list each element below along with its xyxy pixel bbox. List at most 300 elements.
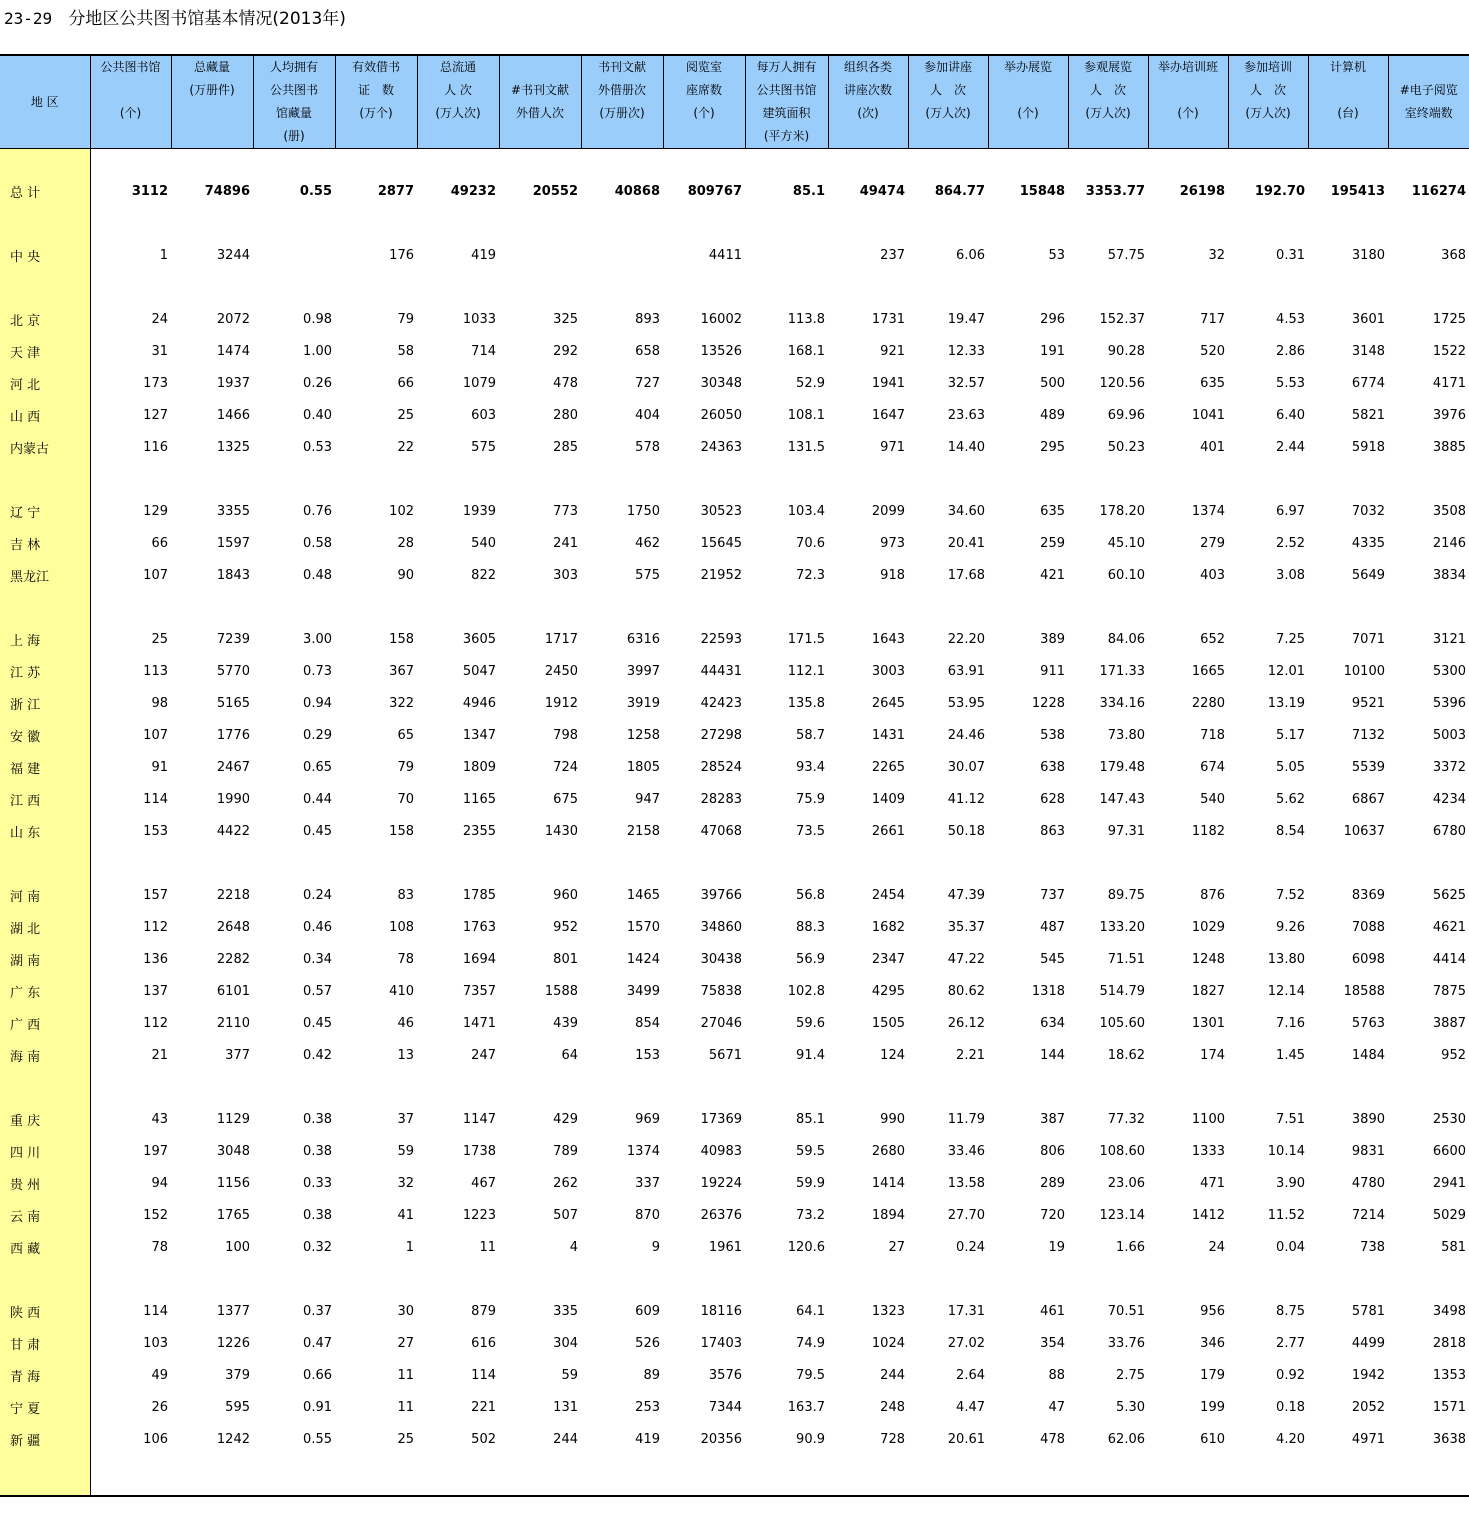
value-cell: 2941 — [1432, 1175, 1466, 1191]
value-cell: 56.9 — [796, 951, 825, 967]
value-cell: 3919 — [626, 695, 660, 711]
value-cell — [581, 239, 663, 271]
header-line: (万册次) — [599, 106, 645, 120]
value-cell: 171.33 — [1099, 663, 1145, 679]
value-cell: 990 — [880, 1111, 905, 1127]
value-cell: 53 — [1048, 247, 1065, 263]
value-cell: 0.48 — [303, 567, 332, 583]
table-row — [0, 175, 1469, 207]
value-cell: 822 — [471, 567, 496, 583]
value-cell: 3372 — [1432, 759, 1466, 775]
value-cell: 5671 — [708, 1047, 742, 1063]
header-line: 外借册次 — [597, 83, 646, 97]
region-cell: 陕 西 — [0, 1295, 90, 1327]
value-cell: 90.28 — [1107, 343, 1145, 359]
value-cell: 368 — [1441, 247, 1466, 263]
table-body — [0, 149, 1469, 1497]
value-cell: 5763 — [1351, 1015, 1385, 1031]
value-cell: 221 — [471, 1399, 496, 1415]
value-cell: 19.47 — [947, 311, 985, 327]
value-cell: 5.30 — [1116, 1399, 1145, 1415]
value-cell: 595 — [225, 1399, 250, 1415]
value-cell: 1750 — [626, 503, 660, 519]
header-col-10 — [828, 55, 908, 149]
value-cell: 487 — [1040, 919, 1065, 935]
value-cell: 50.18 — [947, 823, 985, 839]
value-cell: 152.37 — [1099, 311, 1145, 327]
value-cell: 2.44 — [1276, 439, 1305, 455]
value-cell: 60.10 — [1107, 567, 1145, 583]
region-cell: 宁 夏 — [0, 1391, 90, 1423]
value-cell: 6600 — [1432, 1143, 1466, 1159]
header-line: (个) — [1177, 106, 1199, 120]
value-cell: 467 — [471, 1175, 496, 1191]
header-line: 举办展览 — [1003, 60, 1052, 74]
header-line: (个) — [693, 106, 715, 120]
value-cell: 1505 — [871, 1015, 905, 1031]
value-cell: 30348 — [700, 375, 742, 391]
value-cell: 107 — [143, 567, 168, 583]
value-cell: 1323 — [871, 1303, 905, 1319]
value-cell: 47.22 — [947, 951, 985, 967]
value-cell: 27.02 — [947, 1335, 985, 1351]
value-cell: 79.5 — [796, 1367, 825, 1383]
value-cell: 108.60 — [1099, 1143, 1145, 1159]
value-cell: 1785 — [462, 887, 496, 903]
value-cell: 197 — [143, 1143, 168, 1159]
value-cell: 11 — [397, 1367, 414, 1383]
value-cell: 3003 — [871, 663, 905, 679]
header-line: 参加培训 — [1243, 60, 1292, 74]
value-cell: 25 — [397, 407, 414, 423]
value-cell: 30.07 — [947, 759, 985, 775]
header-line: 座席数 — [685, 83, 722, 97]
value-cell: 158 — [389, 631, 414, 647]
value-cell: 88.3 — [796, 919, 825, 935]
value-cell: 652 — [1200, 631, 1225, 647]
value-cell: 1033 — [462, 311, 496, 327]
value-cell: 33.76 — [1107, 1335, 1145, 1351]
value-cell: 0.18 — [1276, 1399, 1305, 1415]
table-row — [0, 527, 1469, 559]
value-cell: 75.9 — [796, 791, 825, 807]
value-cell: 2818 — [1432, 1335, 1466, 1351]
value-cell: 1.00 — [303, 343, 332, 359]
value-cell: 0.40 — [303, 407, 332, 423]
value-cell: 0.42 — [303, 1047, 332, 1063]
spacer-row — [0, 463, 1469, 495]
header-line: 组织各类 — [843, 60, 892, 74]
value-cell: 2347 — [871, 951, 905, 967]
value-cell: 30438 — [700, 951, 742, 967]
value-cell: 26198 — [1179, 183, 1225, 199]
value-cell: 133.20 — [1099, 919, 1145, 935]
value-cell: 1248 — [1191, 951, 1225, 967]
region-cell: 江 西 — [0, 783, 90, 815]
value-cell: 46 — [397, 1015, 414, 1031]
value-cell: 952 — [553, 919, 578, 935]
value-cell: 404 — [635, 407, 660, 423]
value-cell: 403 — [1200, 567, 1225, 583]
value-cell: 0.76 — [303, 503, 332, 519]
header-col-16 — [1308, 55, 1388, 149]
table-row — [0, 943, 1469, 975]
value-cell: 34.60 — [947, 503, 985, 519]
value-cell: 1079 — [462, 375, 496, 391]
header-line: (台) — [1337, 106, 1359, 120]
value-cell: 20552 — [532, 183, 578, 199]
value-cell: 603 — [471, 407, 496, 423]
value-cell: 26 — [151, 1399, 168, 1415]
value-cell: 1738 — [462, 1143, 496, 1159]
value-cell: 1100 — [1191, 1111, 1225, 1127]
value-cell: 157 — [143, 887, 168, 903]
value-cell: 120.6 — [787, 1239, 825, 1255]
value-cell: 78 — [151, 1239, 168, 1255]
value-cell: 462 — [635, 535, 660, 551]
header-line: 总藏量 — [193, 60, 230, 74]
value-cell: 3.90 — [1276, 1175, 1305, 1191]
spacer-row — [0, 1263, 1469, 1295]
value-cell: 41 — [397, 1207, 414, 1223]
value-cell: 52.9 — [796, 375, 825, 391]
value-cell: 11.79 — [947, 1111, 985, 1127]
region-cell: 上 海 — [0, 623, 90, 655]
value-cell: 112 — [143, 919, 168, 935]
value-cell: 1353 — [1432, 1367, 1466, 1383]
value-cell: 22593 — [700, 631, 742, 647]
region-cell: 辽 宁 — [0, 495, 90, 527]
value-cell: 969 — [635, 1111, 660, 1127]
value-cell: 0.29 — [303, 727, 332, 743]
value-cell: 73.80 — [1107, 727, 1145, 743]
value-cell: 1474 — [216, 343, 250, 359]
value-cell: 354 — [1040, 1335, 1065, 1351]
header-col-6 — [499, 55, 581, 149]
value-cell: 2146 — [1432, 535, 1466, 551]
value-cell: 3048 — [216, 1143, 250, 1159]
value-cell: 3508 — [1432, 503, 1466, 519]
value-cell: 514.79 — [1099, 983, 1145, 999]
table-row — [0, 303, 1469, 335]
value-cell: 280 — [553, 407, 578, 423]
value-cell: 9 — [651, 1239, 660, 1255]
table-row — [0, 239, 1469, 271]
value-cell: 24 — [1208, 1239, 1225, 1255]
value-cell: 6867 — [1351, 791, 1385, 807]
table-row — [0, 495, 1469, 527]
value-cell: 8.54 — [1276, 823, 1305, 839]
value-cell: 192.70 — [1254, 183, 1305, 199]
table-row — [0, 1007, 1469, 1039]
value-cell: 1242 — [216, 1431, 250, 1447]
value-cell: 3.00 — [303, 631, 332, 647]
table-row — [0, 1295, 1469, 1327]
value-cell: 20356 — [700, 1431, 742, 1447]
value-cell: 17.31 — [947, 1303, 985, 1319]
region-cell: 内蒙古 — [0, 431, 90, 463]
value-cell: 23.06 — [1107, 1175, 1145, 1191]
header-line: 公共图书馆 — [100, 60, 161, 74]
value-cell: 79 — [397, 759, 414, 775]
value-cell: 179.48 — [1099, 759, 1145, 775]
value-cell: 1647 — [871, 407, 905, 423]
value-cell: 5625 — [1432, 887, 1466, 903]
value-cell: 171.5 — [787, 631, 825, 647]
value-cell: 0.38 — [303, 1143, 332, 1159]
value-cell: 73.5 — [796, 823, 825, 839]
region-cell: 河 北 — [0, 367, 90, 399]
value-cell: 59.5 — [796, 1143, 825, 1159]
region-cell: 北 京 — [0, 303, 90, 335]
value-cell: 1414 — [871, 1175, 905, 1191]
value-cell: 5.62 — [1276, 791, 1305, 807]
value-cell: 2877 — [377, 183, 414, 199]
value-cell: 53.95 — [947, 695, 985, 711]
value-cell: 864.77 — [934, 183, 985, 199]
value-cell: 113 — [143, 663, 168, 679]
value-cell: 0.37 — [303, 1303, 332, 1319]
value-cell: 7.25 — [1276, 631, 1305, 647]
value-cell: 114 — [471, 1367, 496, 1383]
value-cell: 2450 — [544, 663, 578, 679]
value-cell: 116 — [143, 439, 168, 455]
value-cell: 714 — [471, 343, 496, 359]
value-cell: 727 — [635, 375, 660, 391]
value-cell: 152 — [143, 1207, 168, 1223]
value-cell: 80.62 — [947, 983, 985, 999]
value-cell: 806 — [1040, 1143, 1065, 1159]
value-cell: 10100 — [1343, 663, 1385, 679]
value-cell: 90 — [397, 567, 414, 583]
value-cell: 0.24 — [956, 1239, 985, 1255]
header-line: 计算机 — [1329, 60, 1366, 74]
value-cell: 1597 — [216, 535, 250, 551]
header-line: (万个) — [359, 106, 393, 120]
value-cell: 1 — [159, 247, 168, 263]
value-cell: 3.08 — [1276, 567, 1305, 583]
region-cell: 安 徽 — [0, 719, 90, 751]
value-cell: 1347 — [462, 727, 496, 743]
value-cell: 960 — [553, 887, 578, 903]
value-cell: 675 — [553, 791, 578, 807]
value-cell: 49474 — [859, 183, 905, 199]
table-row — [0, 623, 1469, 655]
value-cell: 2.86 — [1276, 343, 1305, 359]
value-cell: 5396 — [1432, 695, 1466, 711]
value-cell: 27 — [397, 1335, 414, 1351]
value-cell: 478 — [553, 375, 578, 391]
region-cell: 湖 南 — [0, 943, 90, 975]
value-cell: 16002 — [700, 311, 742, 327]
header-line: (万人次) — [435, 106, 481, 120]
value-cell: 168.1 — [787, 343, 825, 359]
header-line: 总流通 — [439, 60, 476, 74]
value-cell: 3638 — [1432, 1431, 1466, 1447]
value-cell: 131 — [553, 1399, 578, 1415]
value-cell: 102 — [389, 503, 414, 519]
value-cell: 1431 — [871, 727, 905, 743]
value-cell — [499, 239, 581, 271]
value-cell: 11.52 — [1267, 1207, 1305, 1223]
header-col-11 — [908, 55, 988, 149]
value-cell: 120.56 — [1099, 375, 1145, 391]
value-cell: 103.4 — [787, 503, 825, 519]
value-cell: 520 — [1200, 343, 1225, 359]
value-cell: 0.38 — [303, 1111, 332, 1127]
value-cell: 2.21 — [956, 1047, 985, 1063]
header-col-8 — [663, 55, 745, 149]
value-cell: 4171 — [1432, 375, 1466, 391]
value-cell: 11 — [479, 1239, 496, 1255]
spacer-row — [0, 207, 1469, 239]
value-cell: 0.26 — [303, 375, 332, 391]
header-line: 书刊文献 — [597, 60, 646, 74]
region-cell: 新 疆 — [0, 1423, 90, 1455]
value-cell: 5165 — [216, 695, 250, 711]
value-cell: 199 — [1200, 1399, 1225, 1415]
value-cell: 1765 — [216, 1207, 250, 1223]
value-cell: 34860 — [700, 919, 742, 935]
value-cell: 8369 — [1351, 887, 1385, 903]
value-cell: 2.77 — [1276, 1335, 1305, 1351]
value-cell: 18588 — [1343, 983, 1385, 999]
value-cell: 195413 — [1330, 183, 1385, 199]
value-cell: 43 — [151, 1111, 168, 1127]
value-cell: 1643 — [871, 631, 905, 647]
value-cell: 113.8 — [787, 311, 825, 327]
value-cell: 3890 — [1351, 1111, 1385, 1127]
value-cell: 6780 — [1432, 823, 1466, 839]
value-cell: 66 — [397, 375, 414, 391]
value-cell: 461 — [1040, 1303, 1065, 1319]
header-col-9 — [745, 55, 828, 149]
value-cell: 14.40 — [947, 439, 985, 455]
region-cell: 总 计 — [0, 175, 90, 207]
value-cell: 114 — [143, 1303, 168, 1319]
value-cell: 5770 — [216, 663, 250, 679]
value-cell: 116274 — [1411, 183, 1466, 199]
header-col-12 — [988, 55, 1068, 149]
value-cell: 58 — [397, 343, 414, 359]
value-cell: 247 — [471, 1047, 496, 1063]
value-cell: 1990 — [216, 791, 250, 807]
value-cell: 112 — [143, 1015, 168, 1031]
value-cell: 575 — [471, 439, 496, 455]
value-cell: 3355 — [216, 503, 250, 519]
region-cell: 中 央 — [0, 239, 90, 271]
value-cell: 635 — [1200, 375, 1225, 391]
value-cell: 0.33 — [303, 1175, 332, 1191]
value-cell: 1843 — [216, 567, 250, 583]
value-cell: 0.55 — [299, 183, 332, 199]
header-line — [1389, 56, 1469, 79]
value-cell: 93.4 — [796, 759, 825, 775]
value-cell: 1412 — [1191, 1207, 1225, 1223]
region-cell: 福 建 — [0, 751, 90, 783]
value-cell: 279 — [1200, 535, 1225, 551]
value-cell: 1325 — [216, 439, 250, 455]
value-cell: 102.8 — [787, 983, 825, 999]
region-cell: 天 津 — [0, 335, 90, 367]
value-cell: 1 — [405, 1239, 414, 1255]
value-cell: 1374 — [626, 1143, 660, 1159]
value-cell: 419 — [471, 247, 496, 263]
value-cell: 337 — [635, 1175, 660, 1191]
table-title: 分地区公共图书馆基本情况(2013年) — [68, 9, 346, 29]
value-cell: 367 — [389, 663, 414, 679]
header-line: 举办培训班 — [1157, 60, 1218, 74]
value-cell: 5047 — [462, 663, 496, 679]
value-cell: 870 — [635, 1207, 660, 1223]
value-cell: 35.37 — [947, 919, 985, 935]
table-row — [0, 367, 1469, 399]
spacer-row — [0, 149, 1469, 176]
value-cell: 91 — [151, 759, 168, 775]
value-cell: 179 — [1200, 1367, 1225, 1383]
header-line: 人均拥有 — [269, 60, 318, 74]
value-cell: 17.68 — [947, 567, 985, 583]
value-cell: 0.66 — [303, 1367, 332, 1383]
value-cell: 0.55 — [303, 1431, 332, 1447]
value-cell: 30523 — [700, 503, 742, 519]
value-cell: 1466 — [216, 407, 250, 423]
value-cell: 191 — [1040, 343, 1065, 359]
value-cell: 6316 — [626, 631, 660, 647]
value-cell: 59 — [397, 1143, 414, 1159]
value-cell: 20.61 — [947, 1431, 985, 1447]
value-cell: 947 — [635, 791, 660, 807]
table-row — [0, 783, 1469, 815]
value-cell: 971 — [880, 439, 905, 455]
spacer-row — [0, 847, 1469, 879]
value-cell: 2099 — [871, 503, 905, 519]
value-cell: 40868 — [614, 183, 660, 199]
value-cell: 13 — [397, 1047, 414, 1063]
value-cell: 2645 — [871, 695, 905, 711]
value-cell: 285 — [553, 439, 578, 455]
region-cell: 山 西 — [0, 399, 90, 431]
value-cell: 59 — [561, 1367, 578, 1383]
value-cell: 0.57 — [303, 983, 332, 999]
header-line: 人 次 — [1249, 83, 1286, 97]
table-row — [0, 1103, 1469, 1135]
value-cell: 1805 — [626, 759, 660, 775]
region-cell: 湖 北 — [0, 911, 90, 943]
value-cell: 153 — [143, 823, 168, 839]
value-cell: 32.57 — [947, 375, 985, 391]
value-cell: 1228 — [1031, 695, 1065, 711]
value-cell: 1937 — [216, 375, 250, 391]
value-cell: 6098 — [1351, 951, 1385, 967]
value-cell: 85.1 — [792, 183, 825, 199]
value-cell: 253 — [635, 1399, 660, 1415]
value-cell: 91.4 — [796, 1047, 825, 1063]
value-cell: 9831 — [1351, 1143, 1385, 1159]
value-cell: 2158 — [626, 823, 660, 839]
value-cell: 2280 — [1191, 695, 1225, 711]
value-cell: 0.32 — [303, 1239, 332, 1255]
value-cell: 173 — [143, 375, 168, 391]
table-row — [0, 879, 1469, 911]
value-cell: 295 — [1040, 439, 1065, 455]
value-cell: 108.1 — [787, 407, 825, 423]
value-cell: 1409 — [871, 791, 905, 807]
value-cell: 1942 — [1351, 1367, 1385, 1383]
value-cell: 538 — [1040, 727, 1065, 743]
table-row — [0, 655, 1469, 687]
value-cell: 0.04 — [1276, 1239, 1305, 1255]
